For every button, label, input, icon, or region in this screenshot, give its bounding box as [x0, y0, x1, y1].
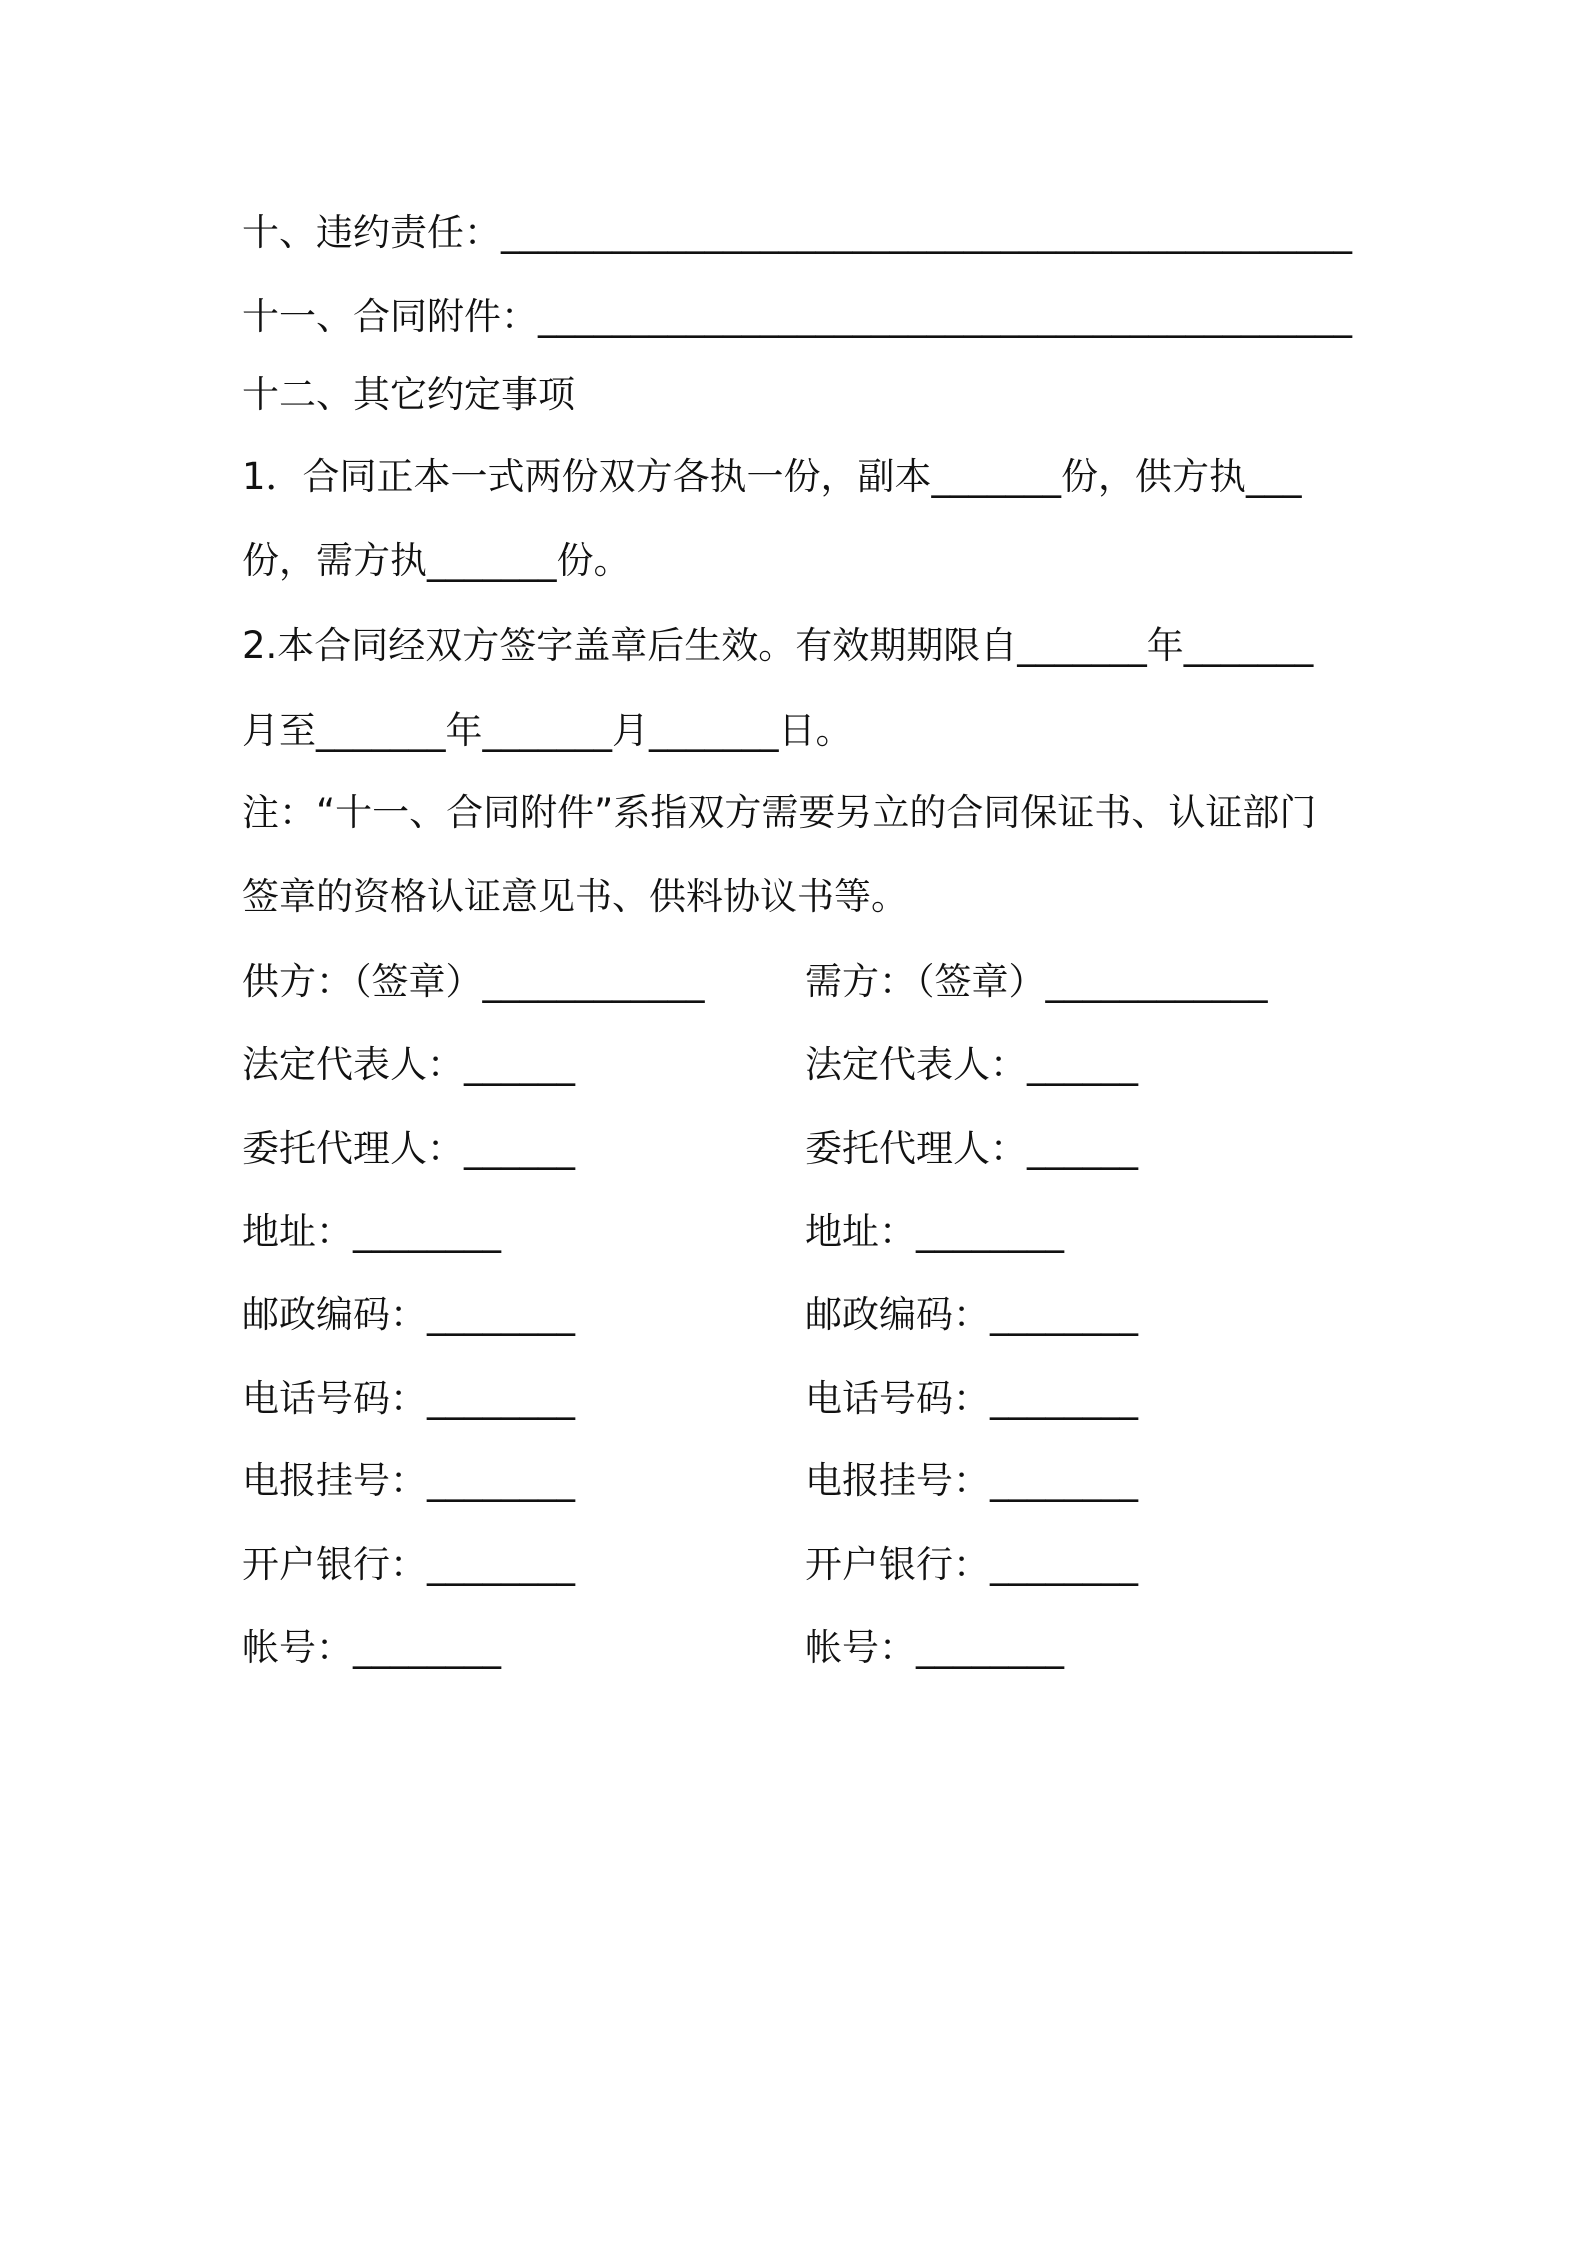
buyer-telegram-field: 电报挂号：________ — [805, 1459, 1138, 1502]
buyer-postcode-field: 邮政编码：________ — [805, 1293, 1138, 1336]
clause-other-agreements-heading: 十二、其它约定事项 — [242, 373, 575, 416]
item-1-line-1: 1．合同正本一式两份双方各执一份，副本_______份，供方执___ — [242, 455, 1302, 498]
buyer-seal-field: 需方：（签章）____________ — [805, 960, 1268, 1003]
supplier-phone-field: 电话号码：________ — [242, 1377, 575, 1420]
note-line-1: 注：“十一、合同附件”系指双方需要另立的合同保证书、认证部门 — [242, 791, 1317, 834]
buyer-legal-rep-field: 法定代表人：______ — [805, 1043, 1138, 1086]
supplier-telegram-field: 电报挂号：________ — [242, 1459, 575, 1502]
item-1-line-2: 份，需方执_______份。 — [242, 539, 631, 582]
note-line-2: 签章的资格认证意见书、供料协议书等。 — [242, 875, 908, 918]
supplier-seal-field: 供方：（签章）____________ — [242, 960, 705, 1003]
supplier-postcode-field: 邮政编码：________ — [242, 1293, 575, 1336]
supplier-address-field: 地址：________ — [242, 1210, 501, 1253]
supplier-account-field: 帐号：________ — [242, 1626, 501, 1669]
supplier-agent-field: 委托代理人：______ — [242, 1127, 575, 1170]
supplier-legal-rep-field: 法定代表人：______ — [242, 1043, 575, 1086]
clause-breach-liability: 十、违约责任：______________________________________________ — [242, 211, 1352, 254]
buyer-account-field: 帐号：________ — [805, 1626, 1064, 1669]
item-2-line-1: 2.本合同经双方签字盖章后生效。有效期期限自_______年_______ — [242, 624, 1314, 667]
item-2-line-2: 月至_______年_______月_______日。 — [242, 709, 853, 752]
clause-contract-attachments: 十一、合同附件：____________________________________________ — [242, 295, 1352, 338]
buyer-address-field: 地址：________ — [805, 1210, 1064, 1253]
supplier-bank-field: 开户银行：________ — [242, 1543, 575, 1586]
buyer-bank-field: 开户银行：________ — [805, 1543, 1138, 1586]
buyer-agent-field: 委托代理人：______ — [805, 1127, 1138, 1170]
buyer-phone-field: 电话号码：________ — [805, 1377, 1138, 1420]
